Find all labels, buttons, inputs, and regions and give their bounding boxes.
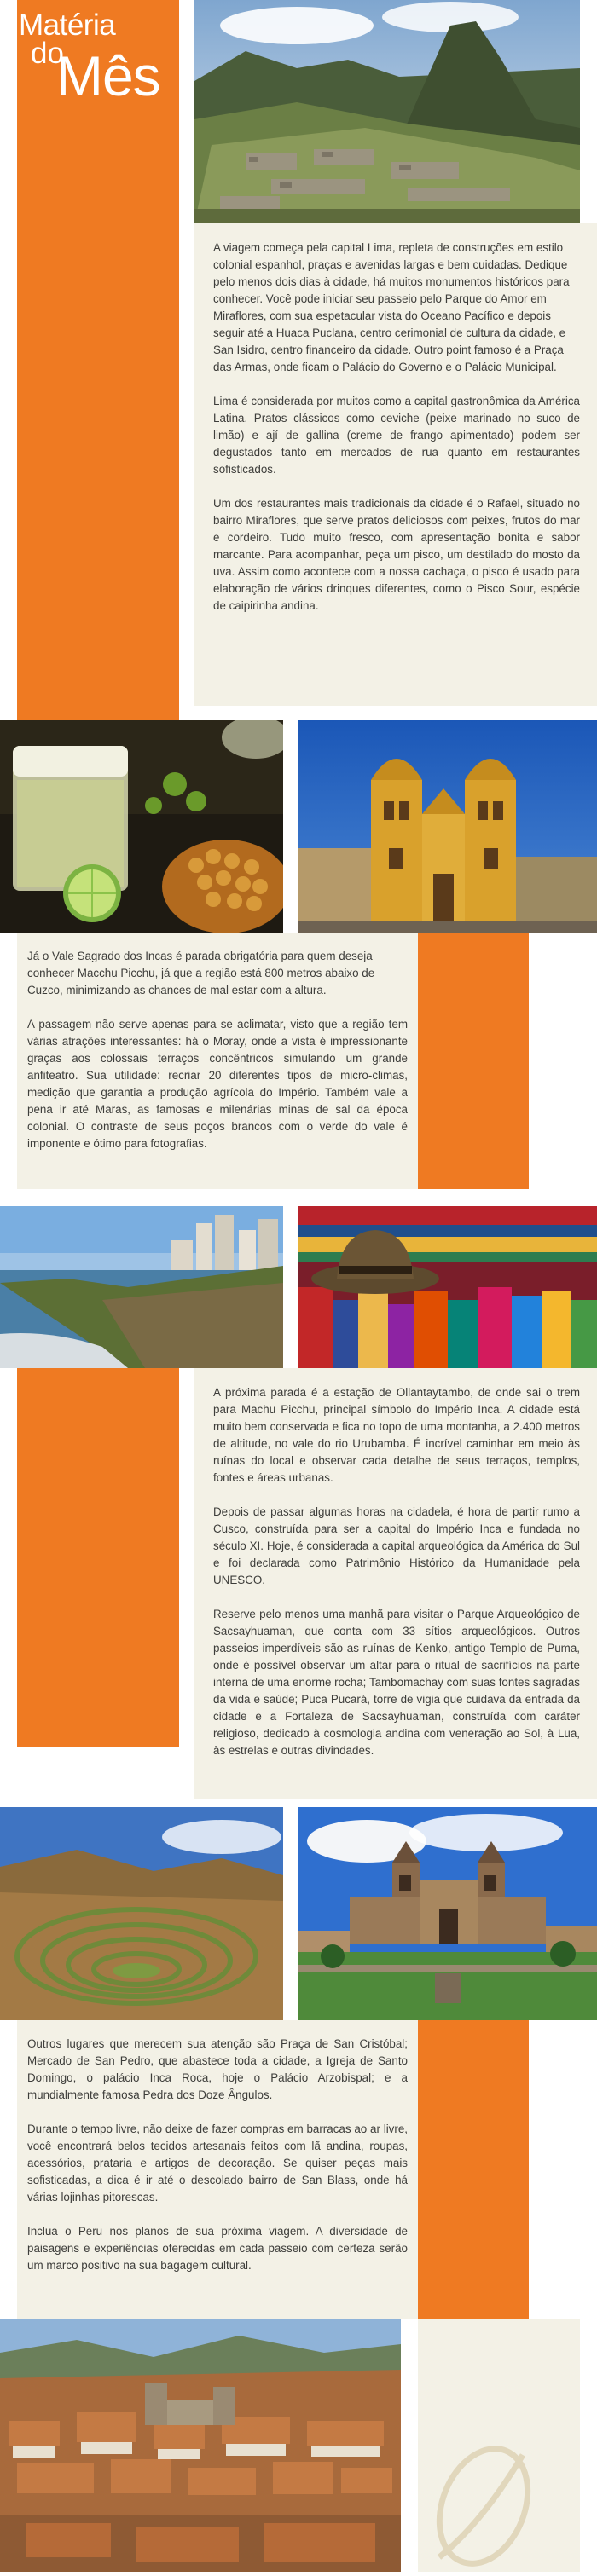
section-1-paragraph-2: Lima é considerada por muitos como a capital gastronômica da América Latina. Pratos clássicos como ceviche (peixe marinado no suco de limão) e ají de gallina (creme de frango apimentado) podem ser degustados tanto em mercados de rua quanto em restaurantes sofisticados. bbox=[213, 395, 580, 476]
accent-bar-right-2 bbox=[418, 933, 529, 1189]
accent-bar-left-3 bbox=[17, 1368, 179, 1747]
miraflores-coast-photo bbox=[0, 1206, 283, 1368]
moray-terraces-photo bbox=[0, 1807, 283, 2020]
cusco-city-photo bbox=[0, 2319, 401, 2572]
section-4-text bbox=[27, 2036, 408, 2274]
section-3-paragraph-1: A próxima parada é a estação de Ollantaytambo, de onde sai o trem para Machu Picchu, principal símbolo do Império Inca. A cidade está muito bem conservada e fica no topo de uma montanha, a 2.400 metros de altitude, no vale do rio Urubamba. É incrível caminhar em meio às ruínas do local e observar cada detalhe de seus terraços, templos, fontes e áreas urbanas. bbox=[213, 1386, 580, 1484]
section-3-text bbox=[213, 1384, 580, 1759]
logo-watermark-icon bbox=[422, 2421, 533, 2572]
title-line-3: Mês bbox=[56, 44, 160, 107]
section-2-text bbox=[27, 948, 408, 1152]
section-1-paragraph-3: Um dos restaurantes mais tradicionais da cidade é o Rafael, situado no bairro Miraflores, que serve pratos deliciosos com peixes, frutos do mar e cordeiro. Tudo muito fresco, com apresentação bonita e sabor marcante. Para acompanhar, peça um pisco, um destilado do mosto da uva. Assim como acontece com a nossa cachaça, o pisco é usado para elaboração de vários drinques diferentes, como o Pisco Sour, espécie de caipirinha andina. bbox=[213, 497, 580, 612]
section-1-text bbox=[213, 240, 580, 615]
section-1-paragraph-1: A viagem começa pela capital Lima, repleta de construções em estilo colonial espanhol, praças e avenidas largas e bem cuidadas. Dedique pelo menos dois dias à cidade, há muitos monumentos históricos para conhecer. Você pode iniciar seu passeio pelo Parque do Amor em Miraflores, com sua espetacular vista do Oceano Pacífico e depois seguir até a Huaca Puclana, centro cerimonial de cultura da cidade, e San Isidro, centro financeiro da cidade. Outro point famoso é a Praça das Armas, onde ficam o Palácio do Governo e o Palácio Municipal. bbox=[213, 241, 570, 373]
lima-church-photo bbox=[298, 720, 597, 933]
andean-textiles-photo bbox=[298, 1206, 597, 1368]
section-3-paragraph-2: Depois de passar algumas horas na cidadela, é hora de partir rumo a Cusco, construída para ser a capital do Império Inca e fundada no século XI. Hoje, é considerada a capital arqueológica da América do Sul e foi declarada como Patrimônio Histórico da Humanidade pela UNESCO. bbox=[213, 1505, 580, 1586]
section-3-paragraph-3: Reserve pelo menos uma manhã para visitar o Parque Arqueológico de Sacsayhuaman, que conta com 33 sítios arqueológicos. Outros passeios imperdíveis são as ruínas de Kenko, antigo Templo de Puma, onde é possível observar um altar para o ritual de sacrifícios na parte interna de uma enorme rocha; Tambomachay com suas fontes sagradas da vida e saúde; Puca Pucará, torre de vigia que cuidava da entrada da cidade e a Fortaleza de Sacsayhuaman, construída com caráter religioso, dedicado à cosmologia andina com veneração ao Sol, à Lua, às estrelas e outras divindades. bbox=[213, 1608, 580, 1757]
section-2-paragraph-2: A passagem não serve apenas para se aclimatar, visto que a região tem várias atrações interessantes: há o Moray, onde a vista é impressionante graças aos colossais terraços concêntricos simulando um grande anfiteatro. Sua utilidade: recriar 20 diferentes tipos de micro-climas, medição que garantia a produção agrícola do Império. Também vale a pena ir até Maras, as famosas e milenárias minas de sal da época colonial. O contraste de seus poços brancos com o verde do vale é imponente e ótimo para fotografias. bbox=[27, 1018, 408, 1150]
section-4-paragraph-3: Inclua o Peru nos planos de sua próxima viagem. A diversidade de paisagens e experiências oferecidas em cada passeio com certeza serão um marco positivo na sua bagagem cultural. bbox=[27, 2225, 408, 2272]
section-4-paragraph-2: Durante o tempo livre, não deixe de fazer compras em barracas ao ar livre, você encontrará belos tecidos artesanais feitos com lã andina, roupas, acessórios, prataria e artigos de decoração. Se quiser peças mais sofisticadas, a dica é ir até o descolado bairro de San Blass, onde há várias lojinhas pitorescas. bbox=[27, 2123, 408, 2203]
cusco-cathedral-photo bbox=[298, 1807, 597, 2020]
section-4-paragraph-1: Outros lugares que merecem sua atenção são Praça de San Cristóbal; Mercado de San Pedro, que abastece toda a cidade, a Igreja de Santo Domingo, o palácio Inca Roca, hoje o Palácio Arzobispal; e a mundialmente famosa Pedra dos Doze Ângulos. bbox=[27, 2037, 408, 2101]
title-line-1: Matéria bbox=[19, 9, 116, 42]
section-2-paragraph-1: Já o Vale Sagrado dos Incas é parada obrigatória para quem deseja conhecer Macchu Picchu, já que a região está 800 metros abaixo de Cuzco, minimizando as chances de mal estar com a altura. bbox=[27, 950, 375, 996]
pisco-sour-photo bbox=[0, 720, 283, 933]
accent-bar-left-1 bbox=[17, 0, 179, 720]
title-line-2: do bbox=[31, 37, 64, 70]
machu-picchu-photo bbox=[194, 0, 580, 223]
page-title bbox=[19, 9, 189, 107]
